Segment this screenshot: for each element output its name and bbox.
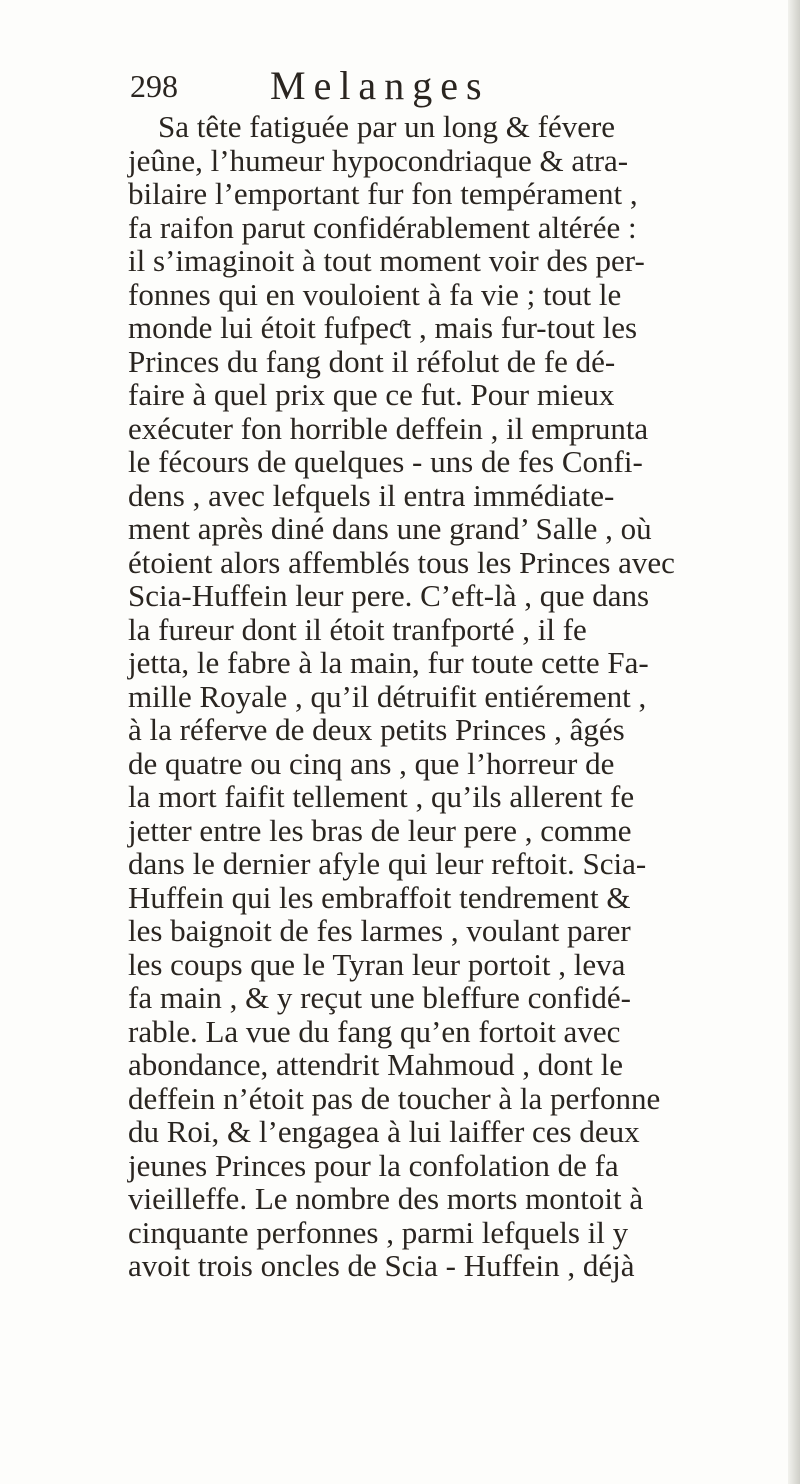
text-line: vieilleffe. Le nombre des morts montoit à — [128, 1181, 644, 1216]
page-number: 298 — [130, 68, 178, 104]
text-line: les coups que le Tyran leur portoit , leva — [128, 946, 626, 982]
text-line: jetter entre les bras de leur pere , comme — [128, 812, 632, 848]
text-line: à la réferve de deux petits Princes , âgés — [128, 712, 625, 747]
page-edge-shadow — [788, 0, 800, 1484]
text-line: avoit trois oncles de Scia - Huffein , déjà — [128, 1248, 635, 1283]
text-line: deffein n’étoit pas de toucher à la perfonne — [128, 1080, 661, 1116]
text-line: Huffein qui les embraffoit tendrement & — [128, 879, 631, 915]
text-line: bilaire l’emportant fur fon tempérament , — [128, 176, 638, 211]
text-line: étoient alors affemblés tous les Princes avec — [128, 544, 675, 580]
text-line: monde lui étoit fufpeƈt , mais fur-tout les — [128, 310, 638, 345]
text-line: il s’imaginoit à tout moment voir des per- — [128, 243, 645, 278]
text-line: le fécours de quelques - uns de fes Confi- — [128, 444, 643, 479]
text-line: exécuter fon horrible deffein , il emprunta — [128, 410, 649, 446]
text-line: mille Royale , qu’il détruifit entiérement , — [128, 678, 647, 714]
text-line: rable. La vue du fang qu’en fortoit avec — [128, 1013, 621, 1049]
text-line: Sa tête fatiguée par un long & févere — [158, 109, 616, 144]
text-line: dans le dernier afyle qui leur reftoit. Scia- — [128, 846, 647, 881]
text-line: fa raifon parut confidérablement altérée : — [128, 209, 637, 245]
text-line: jetta, le fabre à la main, fur toute cette Fa- — [128, 645, 649, 680]
text-line: fa main , & y reçut une bleffure confidé- — [128, 980, 631, 1015]
text-line: abondance, attendrit Mahmoud , dont le — [128, 1047, 624, 1082]
page-header — [130, 60, 690, 116]
text-line: Princes du fang dont il réfolut de fe dé- — [128, 343, 616, 379]
text-line: dens , avec lefquels il entra immédiate- — [128, 477, 615, 513]
text-line: ment après diné dans une grand’ Salle , où — [128, 511, 652, 546]
body-text — [128, 110, 708, 1283]
text-line: les baignoit de fes larmes , voulant parer — [128, 913, 631, 948]
text-line: jeûne, l’humeur hypocondriaque & atra- — [128, 142, 629, 178]
text-line: faire à quel prix que ce fut. Pour mieux — [128, 377, 615, 412]
text-line: la fureur dont il étoit tranfporté , il fe — [128, 611, 587, 647]
text-line: cinquante perfonnes , parmi lefquels il y — [128, 1214, 629, 1250]
text-line: fonnes qui en vouloient à fa vie ; tout le — [128, 276, 622, 312]
text-line: Scia-Huffein leur pere. C’eft-là , que dans — [128, 578, 650, 613]
text-line: de quatre ou cinq ans , que l’horreur de — [128, 745, 615, 781]
text-line: la mort faifit tellement , qu’ils allerent fe — [128, 779, 635, 814]
text-line: jeunes Princes pour la confolation de fa — [128, 1147, 619, 1183]
text-line: du Roi, & l’engagea à lui laiffer ces deux — [128, 1114, 640, 1149]
running-title: Melanges — [270, 63, 490, 108]
